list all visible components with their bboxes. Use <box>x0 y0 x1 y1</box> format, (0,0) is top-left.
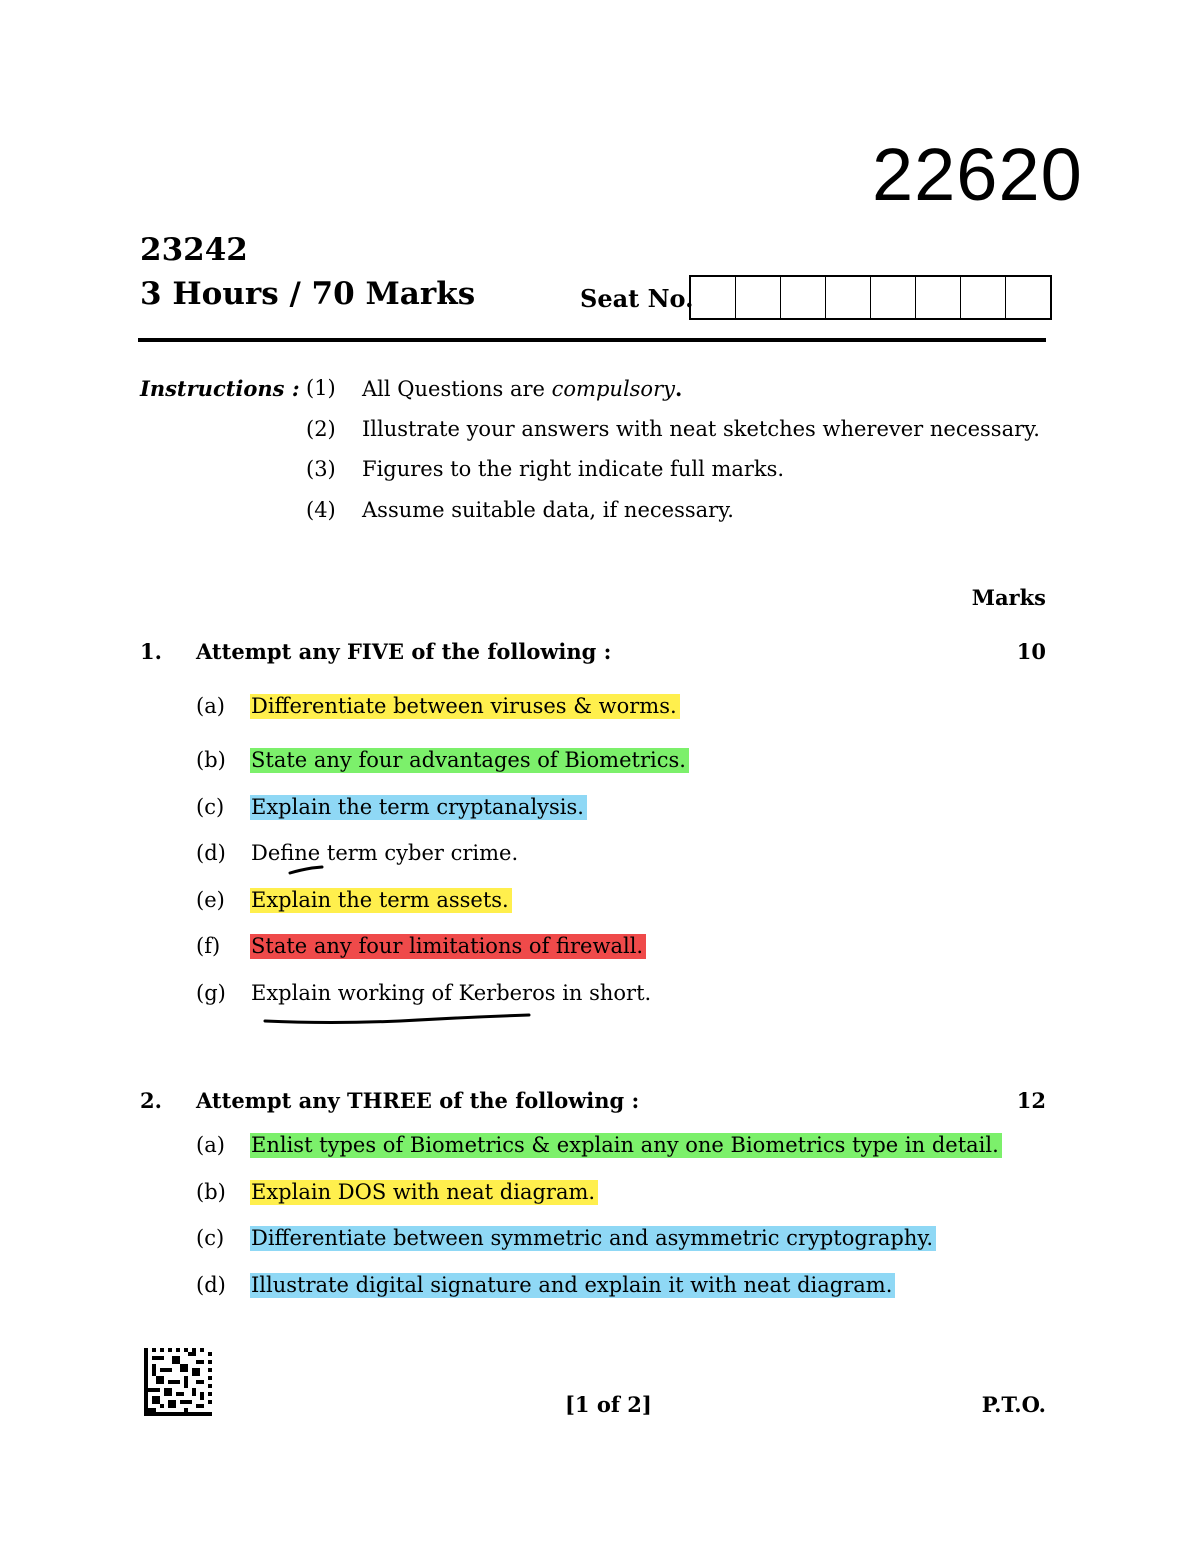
question-number: 1. <box>140 639 162 664</box>
part-text: Explain the term assets. <box>250 888 512 913</box>
instruction-number: (1) <box>306 376 336 400</box>
part-text: Illustrate digital signature and explain it with neat diagram. <box>250 1273 895 1298</box>
part-text: State any four advantages of Biometrics. <box>250 748 689 773</box>
part-text: State any four limitations of firewall. <box>250 934 646 959</box>
seat-label: Seat No. <box>580 284 694 313</box>
datamatrix-code <box>144 1348 212 1416</box>
duration-marks: 3 Hours / 70 Marks <box>140 276 476 312</box>
instruction-text: Assume suitable data, if necessary. <box>362 498 734 522</box>
instruction-number: (2) <box>306 417 336 441</box>
instruction-text: Figures to the right indicate full marks. <box>362 457 785 481</box>
part-label: (a) <box>196 1133 225 1157</box>
part-text: Differentiate between symmetric and asymmetric cryptography. <box>250 1226 936 1251</box>
part-text: Enlist types of Biometrics & explain any one Biometrics type in detail. <box>250 1133 1002 1158</box>
instructions-label: Instructions : <box>140 376 300 401</box>
pen-underline-define <box>290 867 322 873</box>
question-title: Attempt any FIVE of the following : <box>196 639 612 664</box>
page-indicator: [1 of 2] <box>565 1392 652 1417</box>
question-marks: 10 <box>1016 639 1046 664</box>
paper-code: 23242 <box>140 232 248 268</box>
part-text: Explain working of Kerberos in short. <box>251 981 652 1005</box>
question-marks: 12 <box>1016 1088 1046 1113</box>
part-text: Explain the term cryptanalysis. <box>250 795 587 820</box>
pto-label: P.T.O. <box>981 1392 1046 1417</box>
instruction-text: Illustrate your answers with neat sketches wherever necessary. <box>362 417 1040 441</box>
part-label: (b) <box>196 748 226 772</box>
part-label: (d) <box>196 1273 226 1297</box>
part-label: (g) <box>196 981 226 1005</box>
instruction-emphasis: compulsory <box>551 377 675 401</box>
pen-underline-kerberos <box>265 1015 529 1023</box>
part-text: Differentiate between viruses & worms. <box>250 694 680 719</box>
question-number: 2. <box>140 1088 162 1113</box>
part-label: (f) <box>196 934 221 958</box>
marks-header: Marks <box>971 585 1046 610</box>
instruction-text-part: . <box>674 376 683 401</box>
instruction-number: (4) <box>306 498 336 522</box>
part-text: Define term cyber crime. <box>251 841 519 865</box>
part-label: (c) <box>196 1226 225 1250</box>
part-text: Explain DOS with neat diagram. <box>250 1180 598 1205</box>
part-label: (e) <box>196 888 225 912</box>
instruction-text-part: All Questions are <box>362 377 552 401</box>
part-label: (b) <box>196 1180 226 1204</box>
instruction-number: (3) <box>306 457 336 481</box>
subject-code: 22620 <box>872 133 1083 216</box>
part-label: (d) <box>196 841 226 865</box>
part-label: (c) <box>196 795 225 819</box>
question-title: Attempt any THREE of the following : <box>196 1088 640 1113</box>
part-label: (a) <box>196 694 225 718</box>
